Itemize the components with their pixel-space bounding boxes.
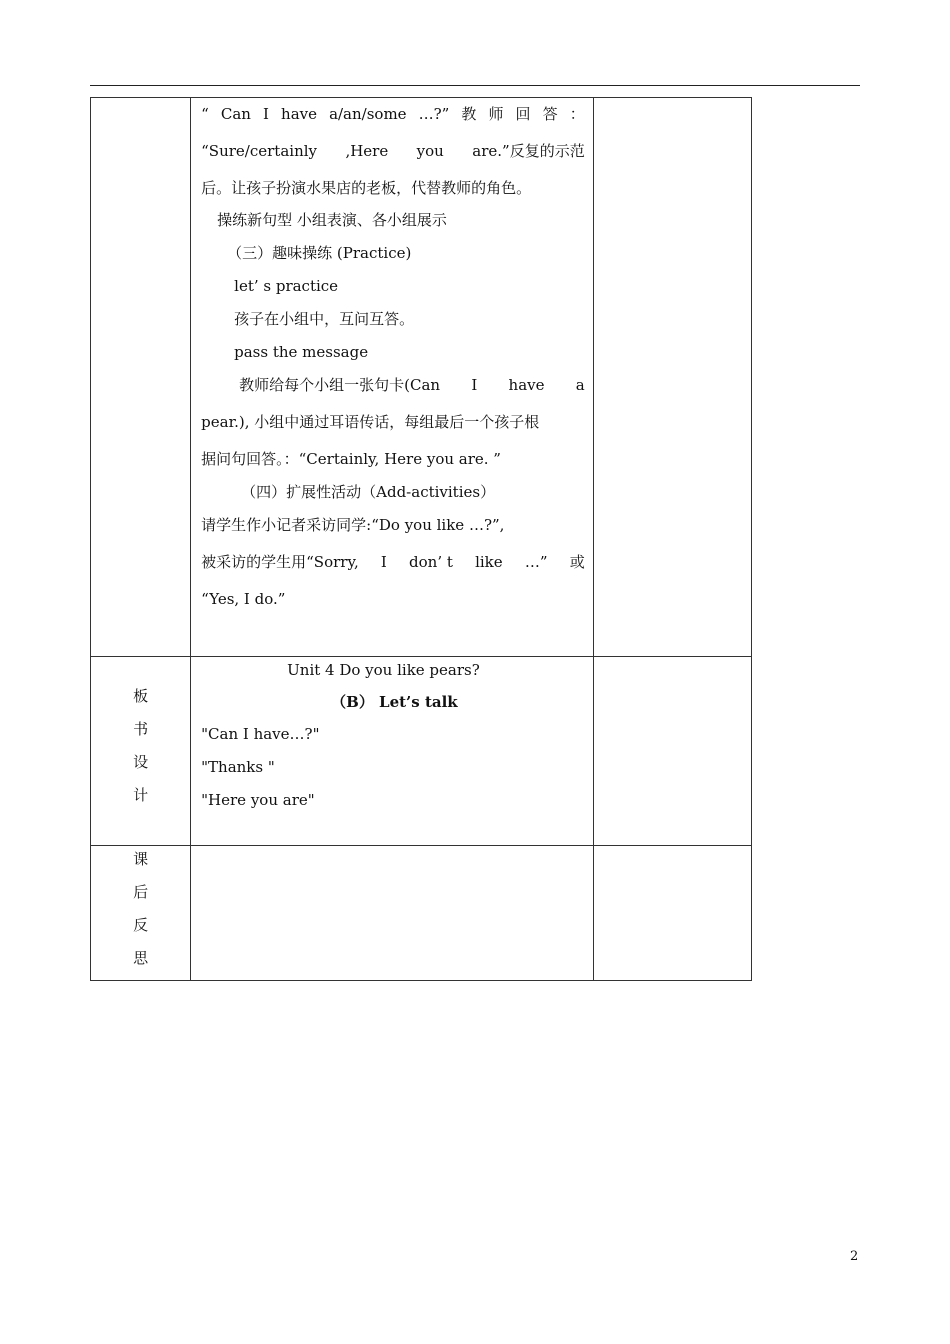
lesson-plan-table [90,97,752,981]
text-line: （三）趣味操练 (Practice) [227,244,412,262]
word: don’ t [409,553,453,571]
board-line: "Thanks " [201,758,275,776]
word: a/an/some [329,105,407,123]
reflection-row [91,846,752,981]
word: like [475,553,503,571]
word: Can [220,105,251,123]
text-line [201,372,585,399]
word: ： [569,105,585,123]
word: …?” [418,105,450,123]
word: 教 [461,105,477,123]
word: have [281,105,317,123]
text-line [201,101,585,127]
text-line: 孩子在小组中，互问互答。 [234,310,415,328]
text-line [201,138,585,164]
text-line: 请学生作小记者采访同学:“Do you like …?”, [201,516,505,534]
word: I [263,105,269,123]
label-char: 板 [133,687,149,705]
word: I [471,376,478,394]
label-char: 后 [133,883,149,901]
reflection-label [91,846,190,980]
label-char: 课 [133,850,149,868]
header-rule [90,85,860,86]
label-char: 设 [133,753,149,771]
word: a [575,376,585,394]
activities-notes-cell [593,98,751,657]
text-line: “Yes, I do.” [201,590,286,608]
word: “Sure/certainly [201,142,317,160]
board-design-row [91,657,752,846]
page-number: 2 [850,1249,859,1264]
text-line: 操练新句型 小组表演、各小组展示 [217,211,447,229]
word: 教师给每个小组一张句卡(Can [239,376,441,394]
reflection-label-cell [91,846,191,981]
text-line: let’ s practice [234,277,339,295]
board-line: "Here you are" [201,791,315,809]
word: 答 [542,105,558,123]
word: “ [201,105,209,123]
label-char: 书 [133,720,149,738]
text-line: 据问句回答。：“Certainly, Here you are. ” [201,450,501,468]
word: 回 [515,105,531,123]
word: are.”反复的示范 [472,142,585,160]
text-line: 后。让孩子扮演水果店的老板，代替教师的角色。 [201,179,532,197]
board-subtitle: （B） Let’s talk [331,693,458,711]
label-char: 反 [133,916,149,934]
board-title: Unit 4 Do you like pears? [287,661,480,679]
word: have [508,376,545,394]
activities-label-cell [91,98,191,657]
word: 被采访的学生用“Sorry, [201,553,359,571]
board-design-content-cell [191,657,594,846]
reflection-content-cell [191,846,594,981]
word: 师 [488,105,504,123]
text-line: pass the message [234,343,369,361]
activities-row [91,98,752,657]
board-line: "Can I have…?" [201,725,320,743]
reflection-notes-cell [593,846,751,981]
board-design-label [91,657,190,817]
text-line [201,549,585,576]
word: ,Here [345,142,389,160]
label-char: 计 [133,786,149,804]
word: you [416,142,444,160]
text-line: pear.), 小组中通过耳语传话，每组最后一个孩子根 [201,413,540,431]
word: I [380,553,387,571]
board-design-label-cell [91,657,191,846]
text-line: （四）扩展性活动（Add-activities） [241,483,496,501]
word: …” [524,553,548,571]
board-design-notes-cell [593,657,751,846]
label-char: 思 [133,949,149,967]
word: 或 [569,553,585,571]
activities-content-cell [191,98,594,657]
